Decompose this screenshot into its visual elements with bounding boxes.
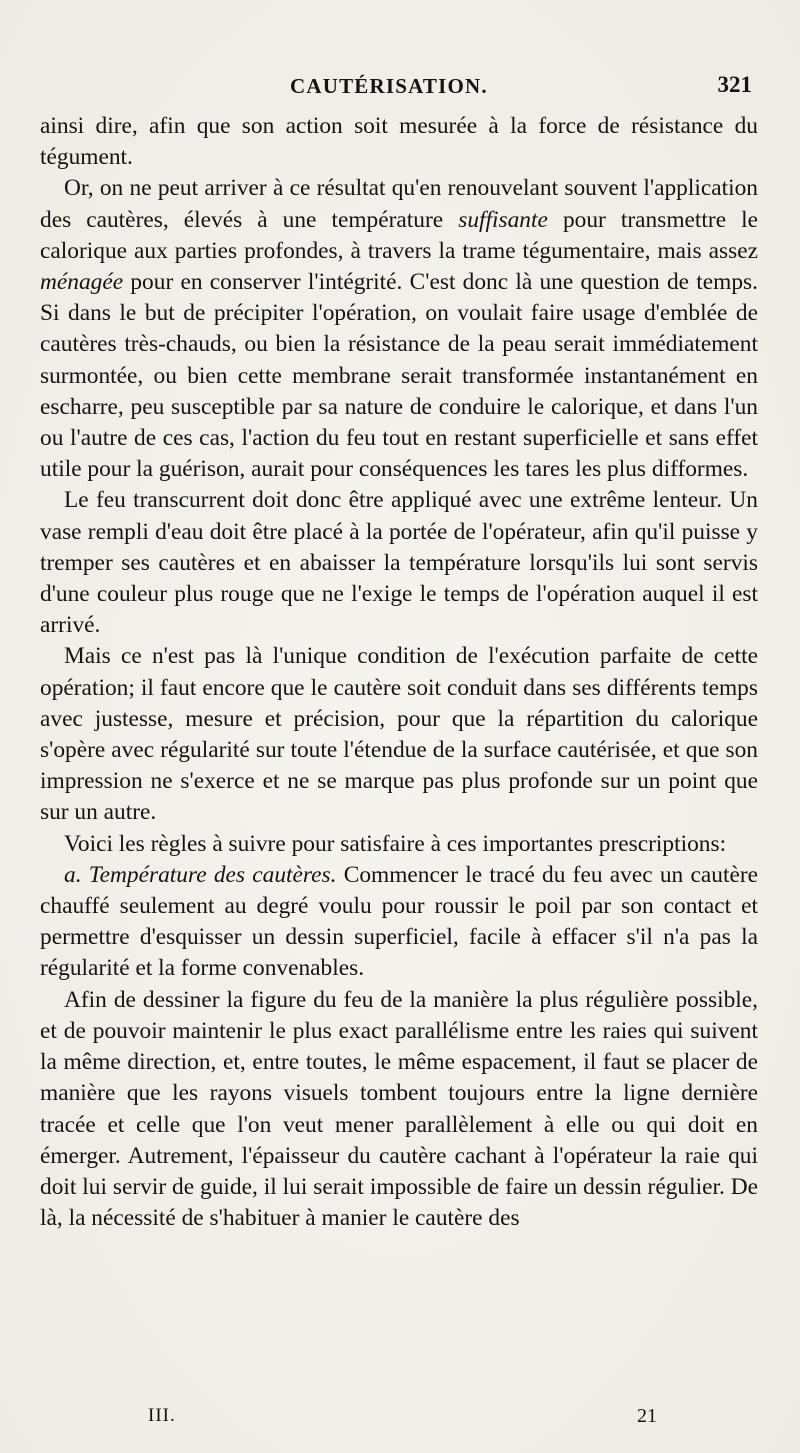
paragraph-temperature-cauteres [40, 860, 758, 985]
paragraph-text-segment: Commencer le tracé du feu avec un cautère chauffé seulement au degré voulu pour roussir le poil par son contact et permettre d'esquisser un dessin superficiel, facile à effacer s'il n'a pas la régularité et la forme convenables. [40, 861, 758, 982]
paragraph-condition: Mais ce n'est pas là l'unique condition de l'exécution parfaite de cette opération; il faut encore que le cautère soit conduit dans ses différents temps avec justesse, mesure et précision, pour que la répartition du calorique s'opère avec régularité sur toute l'étendue de la surface cautérisée, et que son impression ne s'exerce et ne se marque pas plus profonde sur un point que sur un autre. [40, 643, 758, 826]
paragraph-regles: Voici les règles à suivre pour satisfaire à ces importantes prescriptions: [64, 830, 727, 857]
section-heading-a: a. Température des cautères. [64, 861, 337, 888]
paragraph-text-segment: Or, on ne peut arriver à ce résultat qu'en renouvelant souvent l'application des cautères, élevés à une température [40, 175, 758, 233]
page-number: 321 [717, 72, 752, 97]
body-text [40, 111, 758, 1234]
running-title: CAUTÉRISATION. [290, 74, 488, 98]
paragraph-text-segment: pour transmettre le calorique aux parties profondes, à travers la trame tégumentaire, mais assez [40, 206, 759, 264]
volume-signature: III. [148, 1405, 176, 1426]
running-header [0, 66, 800, 106]
paragraph-temperature [40, 173, 758, 485]
paragraph-dessin: Afin de dessiner la figure du feu de la manière la plus régulière possible, et de pouvoir maintenir le plus exact parallélisme entre les raies qui suivent la même direction, et, entre toutes, le même espacement, il faut se placer de manière que les rayons visuels tombent toujours entre la ligne dernière tracée et celle que l'on veut mener parallèlement à elle ou qui doit en émerger. Autrement, l'épaisseur du cautère cachant à l'opérateur la raie qui doit lui servir de guide, il lui serait impossible de faire un dessin régulier. De là, la nécessité de s'habituer à manier le cautère des [40, 986, 758, 1232]
paragraph-lenteur: Le feu transcurrent doit donc être appliqué avec une extrême lenteur. Un vase rempli d'eau doit être placé à la portée de l'opérateur, afin qu'il puisse y tremper ses cautères et en abaisser la température lorsqu'ils lui sont servis d'une couleur plus rouge que ne l'exige le temps de l'opération auquel il est arrivé. [40, 487, 758, 639]
page-footer [0, 1405, 800, 1435]
emphasis-suffisante: suffisante [458, 206, 548, 233]
sheet-number: 21 [637, 1405, 657, 1427]
paragraph-continuation: ainsi dire, afin que son action soit mesurée à la force de résistance du tégument. [40, 113, 758, 171]
emphasis-menagee: ménagée [40, 269, 124, 296]
paragraph-text-segment: pour en conserver l'intégrité. C'est donc là une question de temps. Si dans le but de précipiter l'opération, on voulait faire usage d'emblée de cautères très-chauds, ou bien la résistance de la peau serait immédiatement surmontée, ou bien cette membrane serait transformée instantanément en escharre, peu susceptible par sa nature de conduire le calorique, et dans l'un ou l'autre de ces cas, l'action du feu tout en restant superficielle et sans effet utile pour la guérison, aurait pour conséquences les tares les plus difformes. [40, 269, 758, 483]
